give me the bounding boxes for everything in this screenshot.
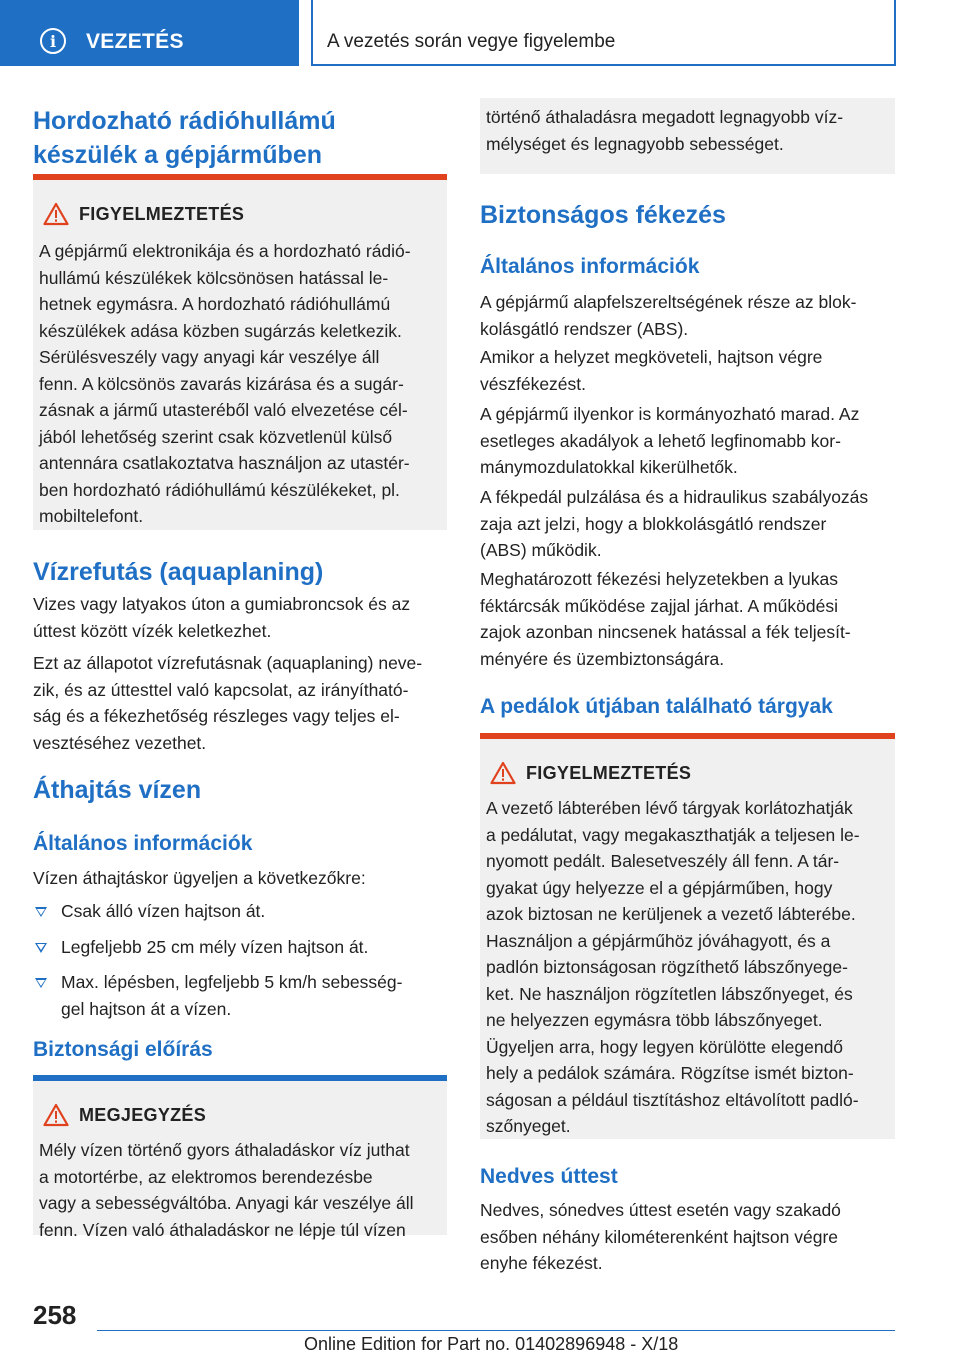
heading-aquaplaning: Vízrefutás (aquaplaning): [33, 558, 324, 586]
braking-paragraph-1: A gépjármű alapfelszereltségének része az blok- kolásgátló rendszer (ABS).: [480, 292, 857, 339]
list-item: Max. lépésben, legfeljebb 5 km/h sebesség- gel hajtson át a vízen.: [33, 969, 447, 1022]
warning-box-pedals: [480, 733, 895, 1139]
list-item: Csak álló vízen hajtson át.: [33, 898, 447, 925]
water-bullet-list: [33, 898, 447, 1031]
heading-water-crossing: Áthajtás vízen: [33, 776, 202, 804]
warning-triangle-icon: [43, 1103, 69, 1127]
footer-divider: [97, 1330, 895, 1331]
warning-triangle-icon: [43, 202, 69, 226]
heading-general-info: Általános információk: [33, 832, 253, 855]
page-number: 258: [33, 1300, 77, 1330]
heading-safe-braking: Biztonságos fékezés: [480, 201, 726, 229]
arrow-bullet-icon: [35, 978, 47, 988]
wet-road-paragraph: Nedves, sónedves úttest esetén vagy szakadó esőben néhány kilométerenként hajtson végre enyhe fékezést.: [480, 1200, 841, 1273]
heading-pedal-objects: A pedálok útjában található tárgyak: [480, 695, 833, 718]
aqua-paragraph-1: Vizes vagy latyakos úton a gumiabroncsok és az úttest között vízék keletkezhet.: [33, 594, 411, 641]
edition-note: Online Edition for Part no. 01402896948 - X/18: [304, 1334, 679, 1354]
warning-text: A vezető lábterében lévő tárgyak korlátozhatják a pedálutat, vagy megakaszthatják a teljesen le- nyomott pedált. Balesetveszély áll fenn. A tár- gyakat úgy helyezze el a gépjárműben, hogy azok biztosan ne kerüljenek a vezető lábterébe. Használjon a gépjárműhöz jóváhagyott, és a padlón biztonságosan rögzíthető lábszőnyege- ket. Ne használjon rögzítetlen lábszőnyeget, és ne helyezzen egymásra több lábszőnyeget. Ügyeljen arra, hogy legyen körülötte elegendő hely a pedálok számára. Rögzítse ismét bizton- ságosan a például tisztításhoz eltávolított padló- szőnyeget.: [486, 798, 860, 1136]
note-title: MEGJEGYZÉS: [79, 1105, 207, 1125]
chapter-tab[interactable]: [0, 0, 299, 66]
list-item: Legfeljebb 25 cm mély vízen hajtson át.: [33, 934, 447, 961]
water-intro: Vízen áthajtáskor ügyeljen a következőkre:: [33, 868, 366, 888]
warning-text: A gépjármű elektronikája és a hordozható rádió- hullámú készülékek kölcsönösen hatással le- hetnek egymásra. A hordozható rádióhullámú készülékek adása közben sugárzás keletkezik. Sérülésveszély vagy anyagi kár veszélye áll fenn. A kölcsönös zavarás kizárása és a sugár- zásnak a jármű utasteréből való elvezetése cél- jából lehetőség szerint csak közvetlenül külső antennára csatlakoztatva használjon az utastér- ben hordozható rádióhullámú készülékeket, pl. mobiltelefont.: [39, 241, 411, 526]
warning-box-radio: [33, 174, 447, 530]
braking-paragraph-4: A fékpedál pulzálása és a hidraulikus szabályozás zaja azt jelzi, hogy a blokkolásgátló rendszer (ABS) működik.: [480, 487, 869, 560]
note-box-continued: [480, 98, 895, 174]
braking-paragraph-2: Amikor a helyzet megköveteli, hajtson végre vészfékezést.: [480, 347, 823, 394]
note-box-water: [33, 1075, 447, 1240]
braking-paragraph-3: A gépjármű ilyenkor is kormányozható marad. Az esetleges akadályok a lehető legfinomabb kor- mánymozdulatokkal kikerülhetők.: [480, 404, 860, 477]
heading-safety-note: Biztonsági előírás: [33, 1038, 213, 1061]
section-title: A vezetés során vegye figyelembe: [327, 31, 616, 52]
info-icon: i: [40, 28, 66, 54]
note-text: Mély vízen történő gyors áthaladáskor víz juthat a motortérbe, az elektromos berendezésbe vagy a sebességváltóba. Anyagi kár veszélye áll fenn. Vízen való áthaladáskor ne lépje túl vízen: [39, 1140, 414, 1240]
arrow-bullet-icon: [35, 943, 47, 953]
heading-portable-radio: Hordozható rádióhullámú készülék a gépjárműben: [33, 107, 336, 169]
chapter-title: VEZETÉS: [86, 30, 184, 53]
heading-wet-road: Nedves úttest: [480, 1165, 618, 1188]
section-header: [311, 0, 896, 66]
warning-title: FIGYELMEZTETÉS: [526, 763, 692, 783]
note-continued-text: történő áthaladásra megadott legnagyobb víz- mélységet és legnagyobb sebességet.: [486, 107, 844, 154]
aqua-paragraph-2: Ezt az állapotot vízrefutásnak (aquaplaning) neve- zik, és az úttesttel való kapcsolat, az irányítható- ság és a fékezhetőség részleges vagy teljes el- vesztéséhez vezethet.: [33, 653, 423, 753]
warning-triangle-icon: [490, 761, 516, 785]
braking-paragraph-5: Meghatározott fékezési helyzetekben a lyukas féktárcsák működése zajjal járhat. A működési zajok azonban nincsenek hatással a fék teljesít- ményére és üzembiztonságára.: [480, 569, 851, 669]
arrow-bullet-icon: [35, 907, 47, 917]
warning-title: FIGYELMEZTETÉS: [79, 204, 245, 224]
heading-general-info: Általános információk: [480, 255, 700, 278]
